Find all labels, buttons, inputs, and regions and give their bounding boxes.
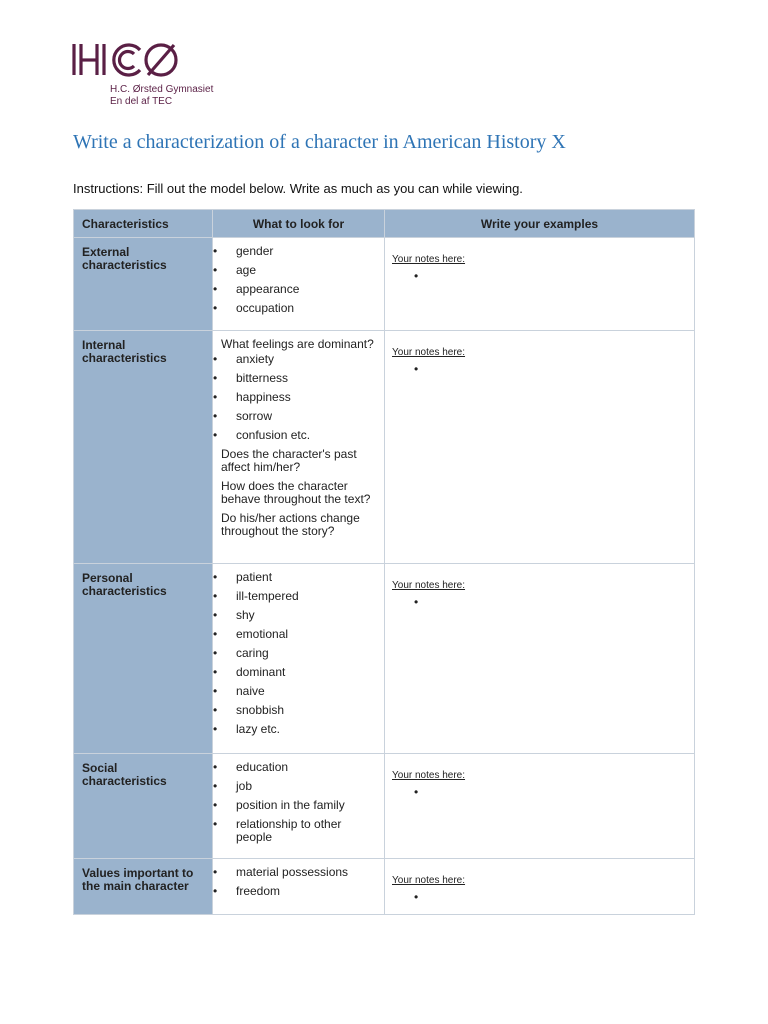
notes-label: Your notes here: xyxy=(392,875,466,886)
list-item: • appearance xyxy=(221,283,378,296)
look-for-list xyxy=(221,571,378,736)
note-bullet: • xyxy=(414,269,419,283)
table-row-values xyxy=(74,859,695,915)
category-cell: Values important to the main character xyxy=(74,859,213,915)
list-item: • shy xyxy=(221,609,378,622)
question-text: Does the character's past affect him/her? xyxy=(221,447,357,474)
note-bullet: • xyxy=(414,785,419,799)
header-what-to-look-for: What to look for xyxy=(213,210,385,238)
list-item: • sorrow xyxy=(221,410,378,423)
header-characteristics: Characteristics xyxy=(74,210,213,238)
list-item: • job xyxy=(221,780,378,793)
table-row-personal xyxy=(74,564,695,754)
list-item: • relationship to other people xyxy=(221,818,378,844)
list-item: • bitterness xyxy=(221,372,378,385)
examples-cell[interactable] xyxy=(385,754,695,859)
list-item: • confusion etc. xyxy=(221,429,378,442)
look-for-list xyxy=(221,353,378,442)
look-for-cell xyxy=(213,859,385,915)
instructions-text: Instructions: Fill out the model below. Write as much as you can while viewing. xyxy=(73,181,523,196)
notes-label: Your notes here: xyxy=(392,347,466,358)
question-text: Do his/her actions change throughout the story? xyxy=(221,511,360,538)
look-for-cell xyxy=(213,564,385,754)
list-item: • snobbish xyxy=(221,704,378,717)
examples-cell[interactable] xyxy=(385,859,695,915)
note-bullet: • xyxy=(414,362,419,376)
category-cell: Personal characteristics xyxy=(74,564,213,754)
list-item: • dominant xyxy=(221,666,378,679)
category-cell: Social characteristics xyxy=(74,754,213,859)
table-row-social xyxy=(74,754,695,859)
characterization-table xyxy=(73,209,695,915)
school-name: H.C. Ørsted Gymnasiet xyxy=(110,84,214,95)
table-row-internal xyxy=(74,331,695,564)
header-write-your-examples: Write your examples xyxy=(385,210,695,238)
notes-label: Your notes here: xyxy=(392,770,466,781)
look-for-list xyxy=(221,245,378,315)
list-item: • naive xyxy=(221,685,378,698)
list-item: • lazy etc. xyxy=(221,723,378,736)
table-header-row xyxy=(74,210,695,238)
question-text: What feelings are dominant? xyxy=(221,337,374,351)
notes-label: Your notes here: xyxy=(392,254,466,265)
list-item: • emotional xyxy=(221,628,378,641)
list-item: • age xyxy=(221,264,378,277)
look-for-list xyxy=(221,761,378,844)
note-bullet: • xyxy=(414,595,419,609)
look-for-list xyxy=(221,866,378,898)
note-bullet: • xyxy=(414,890,419,904)
examples-cell[interactable] xyxy=(385,564,695,754)
list-item: • happiness xyxy=(221,391,378,404)
list-item: • ill-tempered xyxy=(221,590,378,603)
list-item: • freedom xyxy=(221,885,378,898)
look-for-cell xyxy=(213,238,385,331)
examples-cell[interactable] xyxy=(385,331,695,564)
list-item: • gender xyxy=(221,245,378,258)
look-for-cell xyxy=(213,331,385,564)
list-item: • patient xyxy=(221,571,378,584)
look-for-cell xyxy=(213,754,385,859)
list-item: • position in the family xyxy=(221,799,378,812)
logo-text xyxy=(110,84,213,108)
table-row-external xyxy=(74,238,695,331)
school-tagline: En del af TEC xyxy=(110,96,173,107)
notes-label: Your notes here: xyxy=(392,580,466,591)
examples-cell[interactable] xyxy=(385,238,695,331)
list-item: • anxiety xyxy=(221,353,378,366)
category-cell: Internal characteristics xyxy=(74,331,213,564)
school-logo xyxy=(72,42,180,78)
category-cell: External characteristics xyxy=(74,238,213,331)
question-text: How does the character behave throughout the text? xyxy=(221,479,371,506)
list-item: • occupation xyxy=(221,302,378,315)
list-item: • material possessions xyxy=(221,866,378,879)
page-title: Write a characterization of a character in American History X xyxy=(73,131,566,153)
list-item: • education xyxy=(221,761,378,774)
list-item: • caring xyxy=(221,647,378,660)
hco-logo-mark xyxy=(72,42,180,78)
